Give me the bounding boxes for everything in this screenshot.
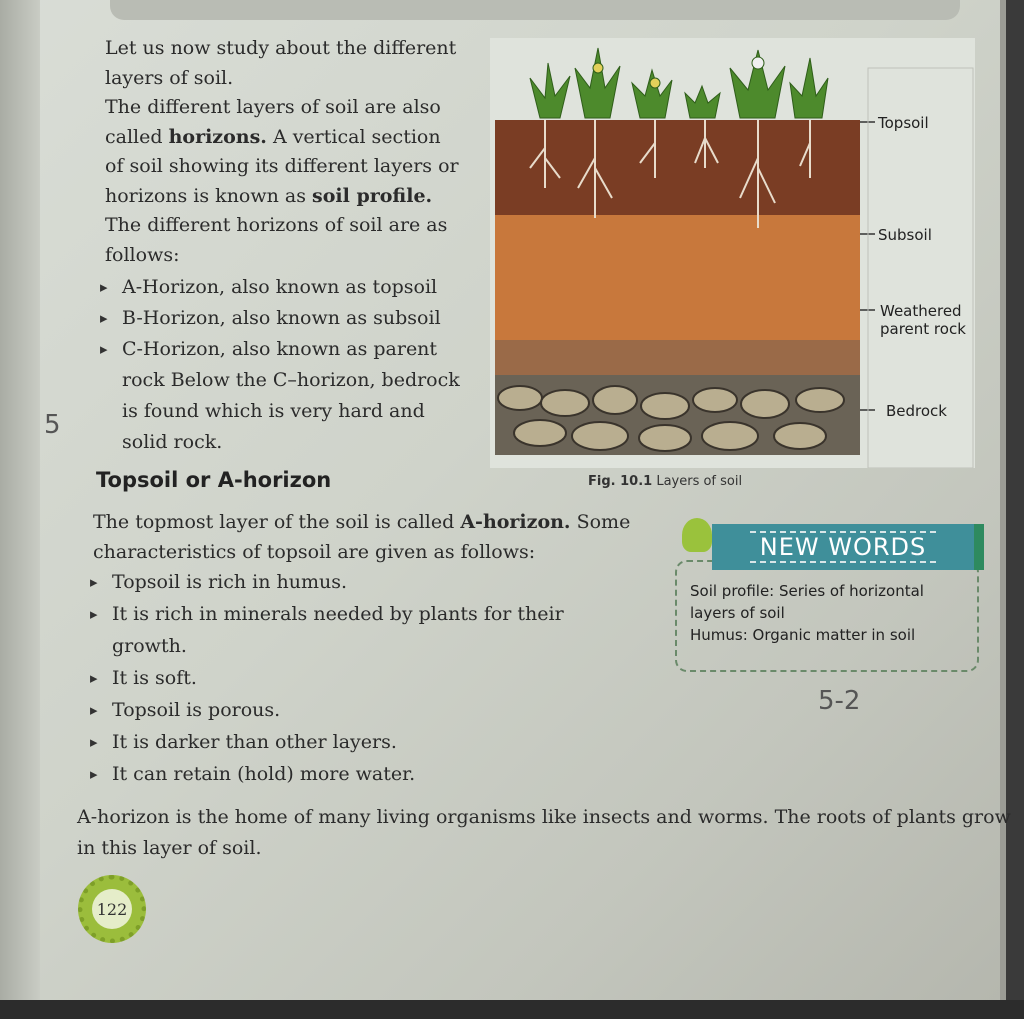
characteristic-item: ▸ It is darker than other layers.: [112, 726, 652, 758]
label-topsoil: Topsoil: [878, 114, 929, 132]
new-word-humus: Humus: Organic matter in soil: [690, 626, 916, 644]
horizon-c: ▸ C-Horizon, also known as parent rock Below the C–horizon, bedrock is found which is very hard and solid rock.: [122, 334, 462, 458]
characteristic-item: ▸ Topsoil is porous.: [112, 694, 652, 726]
caption-number: Fig. 10.1: [588, 474, 653, 489]
characteristic-item: ▸ It is rich in minerals needed by plants for their growth.: [112, 598, 637, 662]
page-number-badge: [78, 875, 146, 943]
book-gutter: [0, 0, 40, 1000]
horizon-a: ▸ A-Horizon, also known as topsoil: [122, 272, 462, 303]
topsoil-characteristics: [112, 566, 652, 790]
section-title: Topsoil or A-horizon: [96, 468, 332, 492]
new-word-soil-profile: Soil profile: Series of horizontal layers of soil: [690, 582, 924, 622]
page-number: 122: [92, 889, 132, 929]
closing-paragraph: A-horizon is the home of many living organisms like insects and worms. The roots of plants grow in this layer of soil.: [77, 806, 1011, 859]
characteristic-item: ▸ It is soft.: [112, 662, 652, 694]
new-words-title: NEW WORDS: [750, 531, 937, 563]
topsoil-layer: [495, 120, 860, 215]
desk-edge: [0, 1000, 1024, 1019]
intro-line-2: The different layers of soil are also called horizons. A vertical section of soil showing its different layers or horizons is known as soil profile. The different horizons of soil are as follows:: [105, 96, 459, 266]
label-bedrock: Bedrock: [886, 402, 947, 420]
subsoil-layer: [495, 215, 860, 340]
horizons-list: [122, 272, 462, 458]
caption-text: Layers of soil: [656, 474, 743, 489]
horizon-b: ▸ B-Horizon, also known as subsoil: [122, 303, 462, 334]
mascot-icon: [682, 518, 712, 552]
characteristic-item: ▸ It can retain (hold) more water.: [112, 758, 652, 790]
intro-line-1: Let us now study about the different layers of soil.: [105, 37, 457, 89]
label-subsoil: Subsoil: [878, 226, 932, 244]
characteristic-item: ▸ Topsoil is rich in humus.: [112, 566, 652, 598]
handwritten-mark-2: 5-2: [818, 686, 861, 716]
new-words-list: [690, 580, 970, 646]
intro-text: [105, 34, 465, 270]
section-intro: The topmost layer of the soil is called A-horizon. Some characteristics of topsoil are given as follows:: [93, 511, 631, 563]
handwritten-mark-1: 5: [44, 410, 61, 440]
page-top-edge: [110, 0, 960, 20]
new-words-banner: [712, 524, 984, 570]
label-weathered-parent-rock: Weathered parent rock: [880, 302, 966, 338]
weathered-rock-layer: [495, 340, 860, 375]
figure-caption: [588, 474, 742, 489]
